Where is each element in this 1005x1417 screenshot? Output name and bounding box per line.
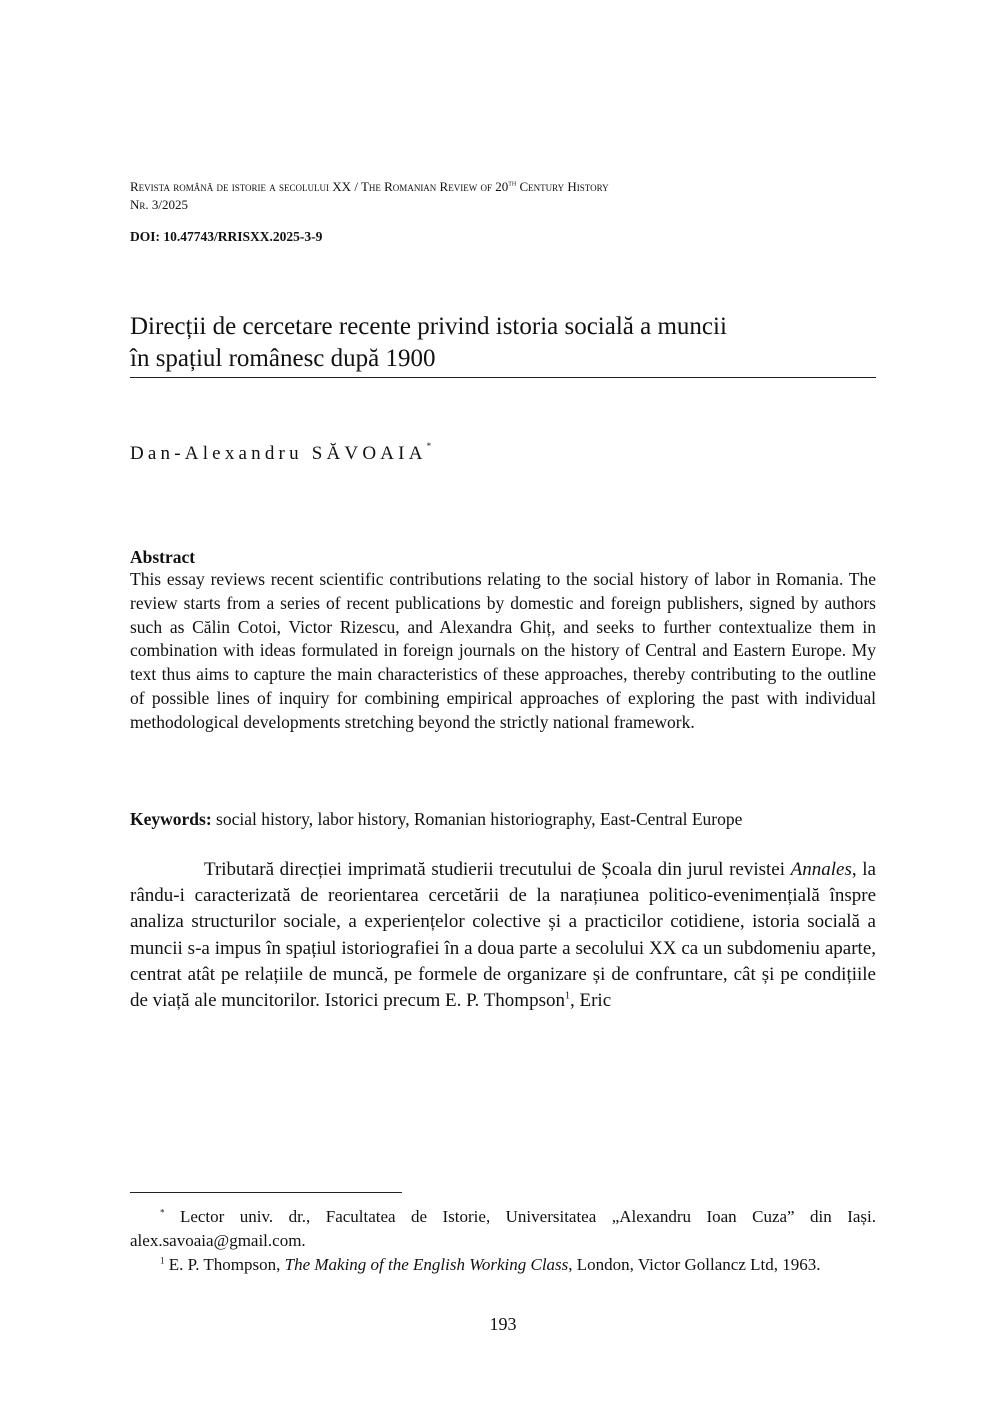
body-paragraph [130, 857, 876, 1014]
keywords-label: Keywords: [130, 809, 212, 829]
body-text-part-2: , la rându-i caracterizată de reorientarea cercetării de la narațiunea politico-evenimențială înspre analiza structurilor sociale, a experiențelor colective și a practicilor cotidiene, istoria socială a muncii s-a impus în spațiul istoriografiei în a doua parte a secolului XX ca un subdomeniu aparte, centrat atât pe relațiile de muncă, pe formele de organizare și de confruntare, cât și pe condițiile de viață ale muncitorilor. Istorici precum E. P. Thompson [130, 859, 876, 1012]
journal-name-italic: Annales [790, 859, 852, 880]
article-title [130, 311, 876, 378]
footnote-author [130, 1205, 876, 1253]
journal-title-ro: Revista română de istorie a secolului XX [130, 179, 352, 194]
doi-identifier[interactable]: DOI: 10.47743/RRISXX.2025-3-9 [130, 229, 323, 244]
cited-book-title: The Making of the English Working Class [284, 1255, 569, 1274]
footnote-text: Lector univ. dr., Facultatea de Istorie, Universitatea „Alexandru Ioan Cuza” din Iași. alex.savoaia@gmail.com. [130, 1207, 876, 1250]
journal-running-header [130, 178, 609, 195]
ordinal-superscript: th [508, 178, 517, 188]
page-number: 193 [489, 1314, 517, 1334]
body-text-part-3: , Eric [569, 990, 612, 1012]
footnote-reference-1[interactable]: 1 [564, 990, 570, 1002]
keywords-line [130, 808, 876, 830]
journal-title-en: The Romanian Review of 20 [360, 179, 509, 194]
journal-title-en-suffix: Century History [516, 179, 609, 194]
footnote-text-after: , London, Victor Gollancz Ltd, 1963. [568, 1255, 821, 1274]
author-byline [130, 440, 432, 465]
body-text-part-1: Tributară direcției imprimată studierii trecutului de Școala din jurul revistei [204, 859, 791, 880]
author-footnote-marker[interactable]: * [426, 440, 432, 451]
journal-page [130, 0, 876, 1417]
abstract-text: This essay reviews recent scientific contributions relating to the social history of labor in Romania. The review starts from a series of recent publications by domestic and foreign publishers, signed by authors such as Călin Cotoi, Victor Rizescu, and Alexandra Ghiț, and seeks to further contextualize them in combination with ideas formulated in foreign journals on the history of Central and Eastern Europe. My text thus aims to capture the main characteristics of these approaches, thereby contributing to the outline of possible lines of inquiry for combining empirical approaches of exploring the past with individual methodological developments stretching beyond the strictly national framework. [130, 569, 876, 732]
journal-title-separator: / [351, 179, 361, 194]
article-title-line-1: Direcții de cercetare recente privind istoria socială a muncii [130, 313, 727, 340]
author-name: Dan-Alexandru SĂVOAIA [130, 443, 427, 464]
issue-number: Nr. 3/2025 [130, 197, 189, 212]
footnote-text-before: E. P. Thompson, [164, 1255, 285, 1274]
keywords-values: social history, labor history, Romanian historiography, East-Central Europe [211, 809, 743, 829]
footnotes-section [130, 1205, 876, 1277]
abstract-heading: Abstract [130, 547, 196, 567]
footnote-marker: 1 [160, 1255, 165, 1266]
footnote-1 [130, 1253, 876, 1277]
footnote-marker: * [160, 1207, 165, 1218]
article-title-line-2: în spațiul românesc după 1900 [130, 345, 436, 372]
footnote-separator [130, 1192, 402, 1193]
